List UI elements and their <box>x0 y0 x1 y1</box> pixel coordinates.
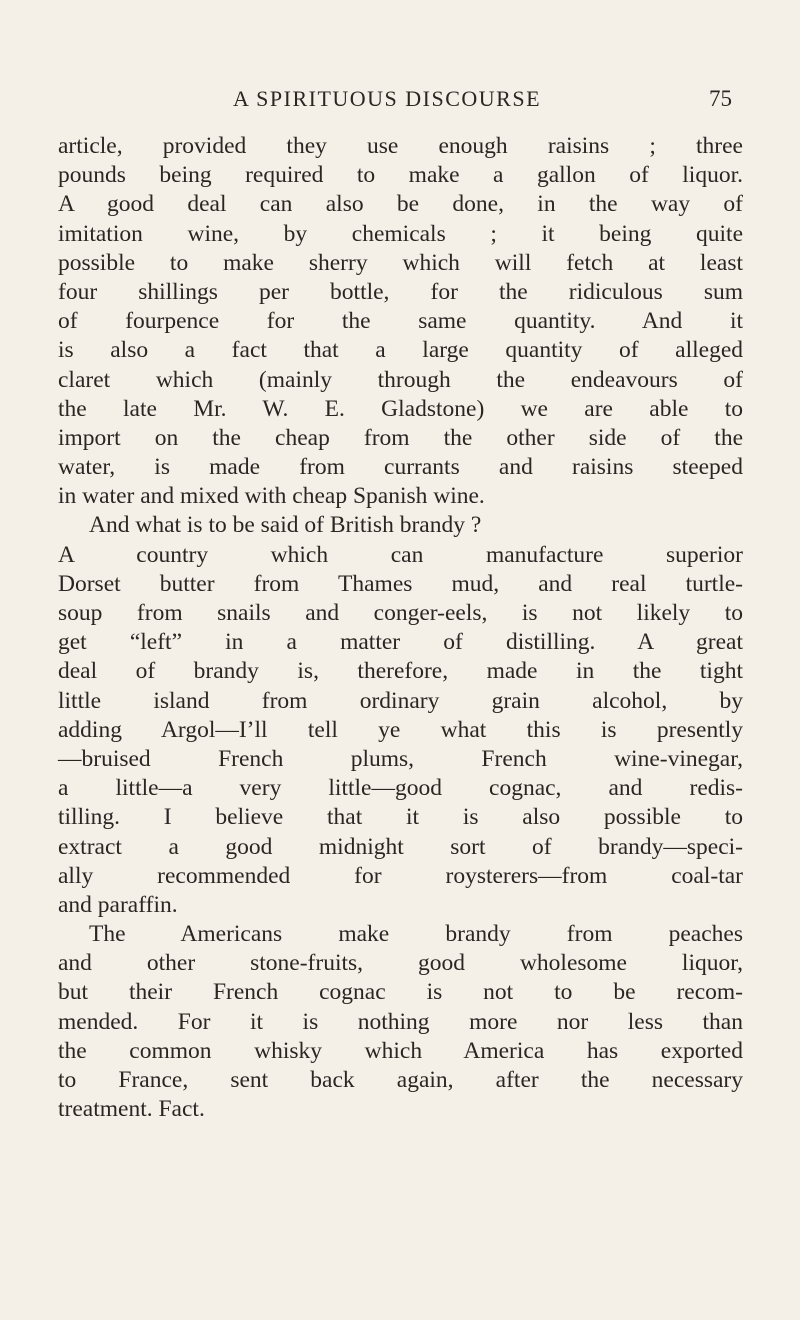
text-line: but their French cognac is not to be recom- <box>58 979 743 1006</box>
page-number: 75 <box>709 86 732 111</box>
text-line: and paraffin. <box>58 891 178 918</box>
text-line: —bruised French plums, French wine-vinegar, <box>58 745 743 772</box>
text-line: the late Mr. W. E. Gladstone) we are able to <box>58 395 743 422</box>
text-line: article, provided they use enough raisins ; three <box>58 133 743 159</box>
text-line: ally recommended for roysterers—from coal-tar <box>58 862 743 889</box>
text-line: The Americans make brandy from peaches <box>89 921 743 948</box>
running-title: A SPIRITUOUS DISCOURSE <box>232 86 542 111</box>
text-line: treatment. Fact. <box>58 1096 205 1123</box>
text-line: imitation wine, by chemicals ; it being quite <box>58 220 743 247</box>
text-line: A good deal can also be done, in the way of <box>58 191 743 218</box>
text-line: get “left” in a matter of distilling. A great <box>58 629 743 656</box>
text-line: import on the cheap from the other side of the <box>58 424 743 451</box>
text-line: a little—a very little—good cognac, and redis- <box>58 775 743 802</box>
text-line: adding Argol—I’ll tell ye what this is presently <box>58 716 743 743</box>
text-line: four shillings per bottle, for the ridiculous sum <box>58 278 743 305</box>
text-line: in water and mixed with cheap Spanish wine. <box>58 483 485 510</box>
text-line: is also a fact that a large quantity of alleged <box>58 337 743 364</box>
text-line: Dorset butter from Thames mud, and real turtle- <box>58 570 743 597</box>
text-line: the common whisky which America has exported <box>58 1037 743 1064</box>
text-line: A country which can manufacture superior <box>58 541 743 568</box>
text-line: extract a good midnight sort of brandy—speci- <box>58 833 743 860</box>
body-text <box>58 132 743 1124</box>
text-line: And what is to be said of British brandy ? <box>89 512 482 539</box>
text-line: possible to make sherry which will fetch at least <box>58 249 743 276</box>
text-line: to France, sent back again, after the necessary <box>58 1067 743 1093</box>
running-head <box>54 86 744 116</box>
text-line: pounds being required to make a gallon of liquor. <box>58 162 743 189</box>
text-line: deal of brandy is, therefore, made in the tight <box>58 658 743 685</box>
text-line: mended. For it is nothing more nor less than <box>58 1008 743 1035</box>
text-line: tilling. I believe that it is also possible to <box>58 804 743 831</box>
text-line: claret which (mainly through the endeavours of <box>58 366 743 393</box>
text-line: soup from snails and conger-eels, is not likely to <box>58 600 743 626</box>
text-line: and other stone-fruits, good wholesome liquor, <box>58 950 743 977</box>
text-line: little island from ordinary grain alcohol, by <box>58 687 743 714</box>
text-line: water, is made from currants and raisins steeped <box>58 454 743 481</box>
text-line: of fourpence for the same quantity. And it <box>58 308 743 335</box>
